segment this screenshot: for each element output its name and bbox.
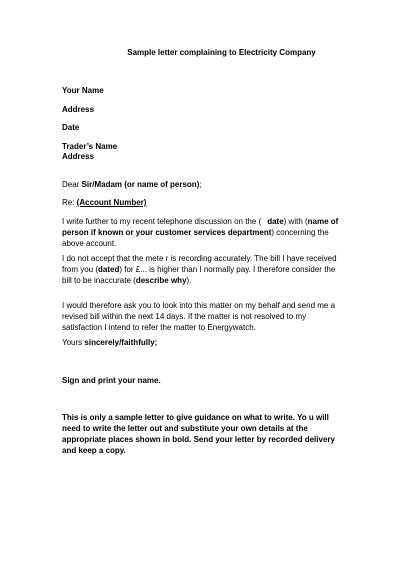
- closing-line: [62, 337, 157, 348]
- sender-address: Address: [62, 105, 95, 114]
- sender-name: Your Name: [62, 86, 104, 95]
- text-segment: from you (: [62, 265, 99, 274]
- paragraph3-line2: revised bill within the next 14 days. If the matter is not resolved to my: [62, 312, 307, 321]
- recipient-name: Trader’s Name: [62, 142, 118, 151]
- text-segment: ).: [186, 276, 192, 285]
- closing-style: sincerely/faithfully;: [84, 338, 158, 347]
- paragraph-request: [62, 300, 342, 333]
- dated-placeholder: dated: [98, 265, 120, 274]
- note-line3: appropriate places shown in bold. Send your letter by recorded delivery: [62, 435, 335, 444]
- date-placeholder: date: [267, 217, 284, 226]
- reference-line: [62, 197, 146, 208]
- text-segment: ) for £... is higher than I normally pay. I therefore consider the: [119, 265, 336, 274]
- paragraph-meter-dispute: [62, 253, 342, 286]
- name-placeholder: name of: [307, 217, 339, 226]
- salutation-suffix: ;: [199, 180, 202, 189]
- closing-prefix: Yours: [62, 338, 85, 347]
- salutation-prefix: Dear: [62, 180, 82, 189]
- text-segment: I write further to my recent telephone discussion on the (: [62, 217, 262, 226]
- paragraph1-line2: [62, 227, 342, 238]
- guidance-note: [62, 412, 352, 456]
- date-line: Date: [62, 123, 80, 132]
- paragraph2-line2: [62, 264, 342, 275]
- document-title-text: Sample letter complaining to Electricity Company: [127, 48, 316, 57]
- text-segment: ) concerning the: [271, 228, 329, 237]
- describe-why-placeholder: describe why: [135, 276, 187, 285]
- person-placeholder: person if known or your customer services department: [62, 228, 272, 237]
- note-line4: and keep a copy.: [62, 446, 126, 455]
- paragraph3-line3: satisfaction I intend to refer the matter to Energywatch.: [62, 323, 256, 332]
- reference-prefix: Re:: [62, 198, 77, 207]
- signature-instruction: Sign and print your name.: [62, 376, 161, 385]
- paragraph2-line3: [62, 275, 342, 286]
- paragraph2-line1: I do not accept that the mete r is recording accurately. The bill I have received: [62, 254, 337, 263]
- text-segment: bill to be inaccurate (: [62, 276, 136, 285]
- paragraph3-line1: I would therefore ask you to look into this matter on my behalf and send me a: [62, 301, 336, 310]
- paragraph-telephone-discussion: [62, 216, 342, 249]
- recipient-address: Address: [62, 152, 95, 161]
- note-line1: This is only a sample letter to give guidance on what to write. Yo u will: [62, 413, 329, 422]
- account-number: (Account Number): [76, 198, 147, 207]
- note-line2: need to write the letter out and substitute your own details at the: [62, 424, 308, 433]
- salutation: [62, 179, 202, 190]
- document-title: [0, 47, 403, 58]
- text-segment: ) with (: [283, 217, 308, 226]
- paragraph1-line3: above account.: [62, 239, 117, 248]
- salutation-name: Sir/Madam (or name of person): [81, 180, 200, 189]
- paragraph1-line1: [62, 216, 342, 227]
